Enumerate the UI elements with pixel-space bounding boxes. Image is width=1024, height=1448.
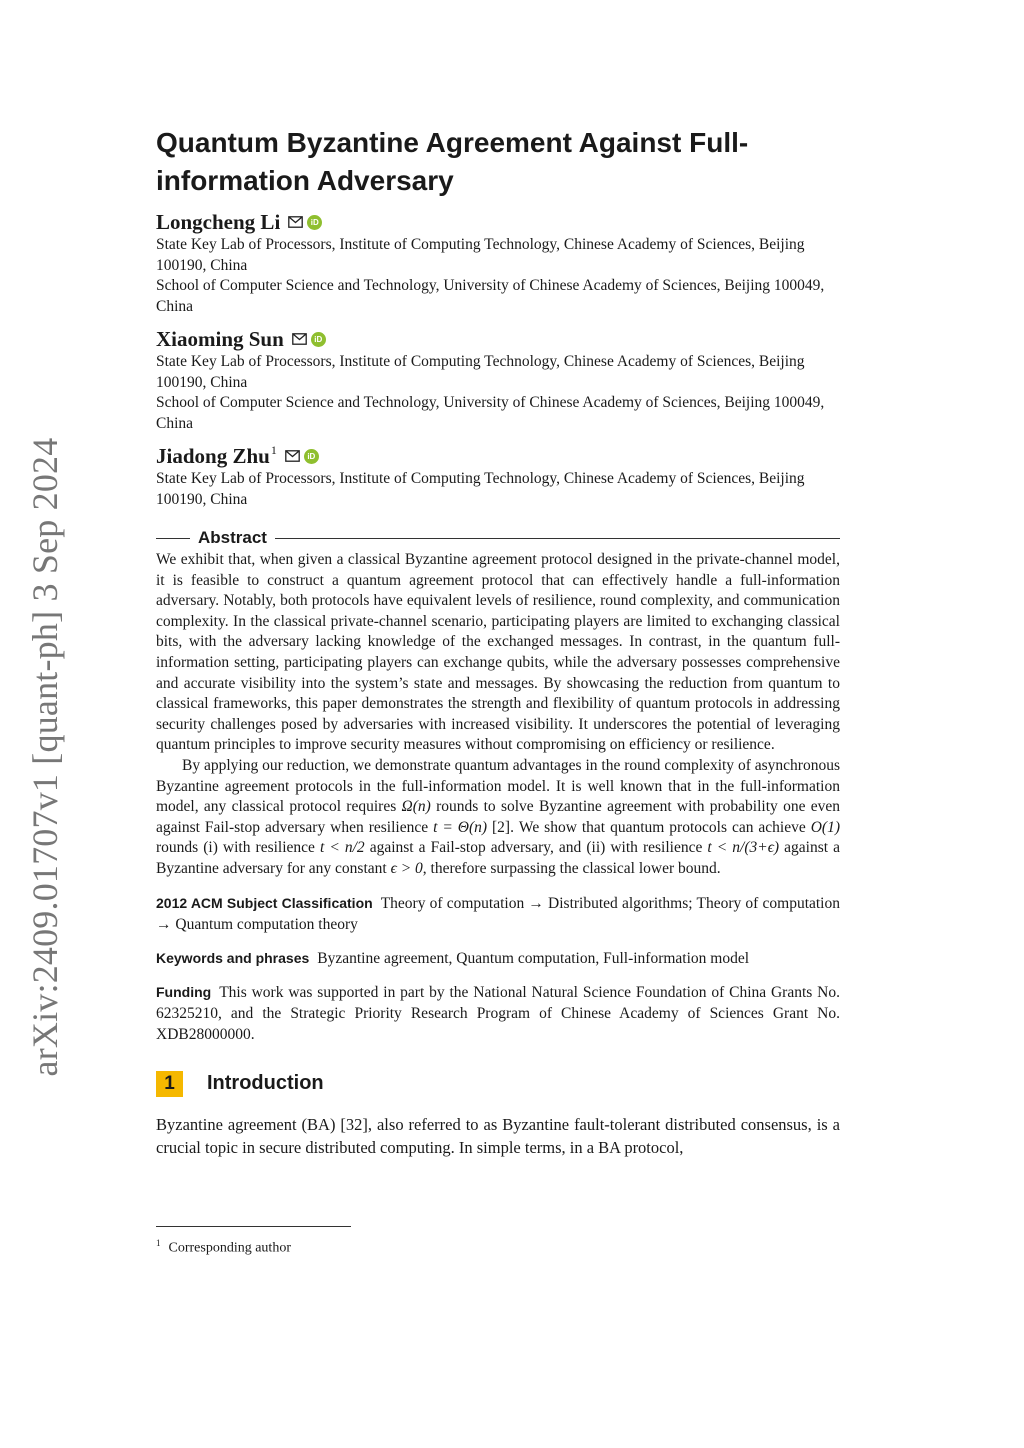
- author-block: [156, 209, 840, 317]
- footnote-mark: 1: [270, 443, 277, 457]
- affiliation: State Key Lab of Processors, Institute of Computing Technology, Chinese Academy of Sciences, Beijing 100190, China: [156, 470, 805, 508]
- mail-icon[interactable]: [292, 333, 307, 345]
- keywords: Keywords and phrases Byzantine agreement, Quantum computation, Full-information model: [156, 949, 750, 967]
- paper-title: Quantum Byzantine Agreement Against Full-information Adversary: [156, 127, 749, 196]
- paper-page: [156, 124, 840, 1159]
- abstract-heading: Abstract: [156, 526, 840, 550]
- section-heading: [156, 1069, 840, 1099]
- abstract-paragraph: By applying our reduction, we demonstrate quantum advantages in the round complexity of asynchronous Byzantine agreement protocols in the full-information model. It is well known that in the full-information model, any classical protocol requires Ω(n) rounds to solve Byzantine agreement with probability one even against Fail-stop adversary when resilience t = Θ(n) [2]. We show that quantum protocols can achieve O(1) rounds (i) with resilience t < n/2 against a Fail-stop adversary, and (ii) with resilience t < n/(3+ϵ) against a Byzantine adversary for any constant ϵ > 0, therefore surpassing the classical lower bound.: [156, 756, 840, 877]
- affiliation: State Key Lab of Processors, Institute of Computing Technology, Chinese Academy of Sciences, Beijing 100190, China: [156, 353, 805, 391]
- mail-icon[interactable]: [285, 450, 300, 462]
- author-name: Jiadong Zhu $^1$ iD: [156, 443, 840, 469]
- author-name: Longcheng Li iD: [156, 209, 840, 235]
- funding: Funding This work was supported in part by the National Natural Science Foundation of China Grants No. 62325210, and the Strategic Priority Research Program of Chinese Academy of Sciences Grant No. XDB28000000.: [156, 983, 840, 1043]
- acm-classification: 2012 ACM Subject Classification Theory of computation → Distributed algorithms; Theory of computation → Quantum computation theory: [156, 894, 840, 933]
- affiliation: State Key Lab of Processors, Institute of Computing Technology, Chinese Academy of Sciences, Beijing 100190, China: [156, 236, 805, 274]
- arxiv-sidebar: [23, 437, 67, 1077]
- author-block: [156, 443, 840, 510]
- mail-icon[interactable]: [288, 216, 303, 228]
- section-number: 1: [156, 1071, 183, 1097]
- arxiv-identifier: arXiv:2409.01707v1 [quant-ph] 3 Sep 2024: [25, 437, 65, 1077]
- author-name: Xiaoming Sun iD: [156, 326, 840, 352]
- affiliation: School of Computer Science and Technology, University of Chinese Academy of Sciences, Beijing 100049, China: [156, 277, 825, 315]
- intro-paragraph: Byzantine agreement (BA) [32], also referred to as Byzantine fault-tolerant distributed consensus, is a crucial topic in secure distributed computing. In simple terms, in a BA protocol,: [156, 1114, 840, 1157]
- abstract-paragraph: We exhibit that, when given a classical Byzantine agreement protocol designed in the private-channel model, it is feasible to construct a quantum agreement protocol that can effectively handle a full-information adversary. Notably, both protocols have equivalent levels of resilience, round complexity, and communication complexity. In the classical private-channel scenario, participating players are limited to exchanging classical bits, with the adversary lacking knowledge of the exchanged messages. In contrast, in the quantum full-information setting, participating players can exchange qubits, while the adversary possesses comprehensive and accurate visibility into the system’s state and messages. By showcasing the reduction from quantum to classical frameworks, this paper demonstrates the strength and flexibility of quantum protocols in addressing security challenges posed by adversaries with increased visibility. It underscores the potential of leveraging quantum principles to improve security measures without compromising on efficiency or resilience.: [156, 551, 840, 754]
- divider: [156, 538, 190, 539]
- orcid-icon[interactable]: iD: [311, 332, 326, 347]
- footnote: $^1$ Corresponding author: [156, 1238, 291, 1256]
- affiliation: School of Computer Science and Technology, University of Chinese Academy of Sciences, Beijing 100049, China: [156, 394, 825, 432]
- orcid-icon[interactable]: iD: [307, 215, 322, 230]
- orcid-icon[interactable]: iD: [304, 449, 319, 464]
- divider: [275, 538, 840, 539]
- footnote-divider: [156, 1226, 351, 1227]
- author-block: [156, 326, 840, 434]
- section-title: Introduction: [207, 1072, 324, 1094]
